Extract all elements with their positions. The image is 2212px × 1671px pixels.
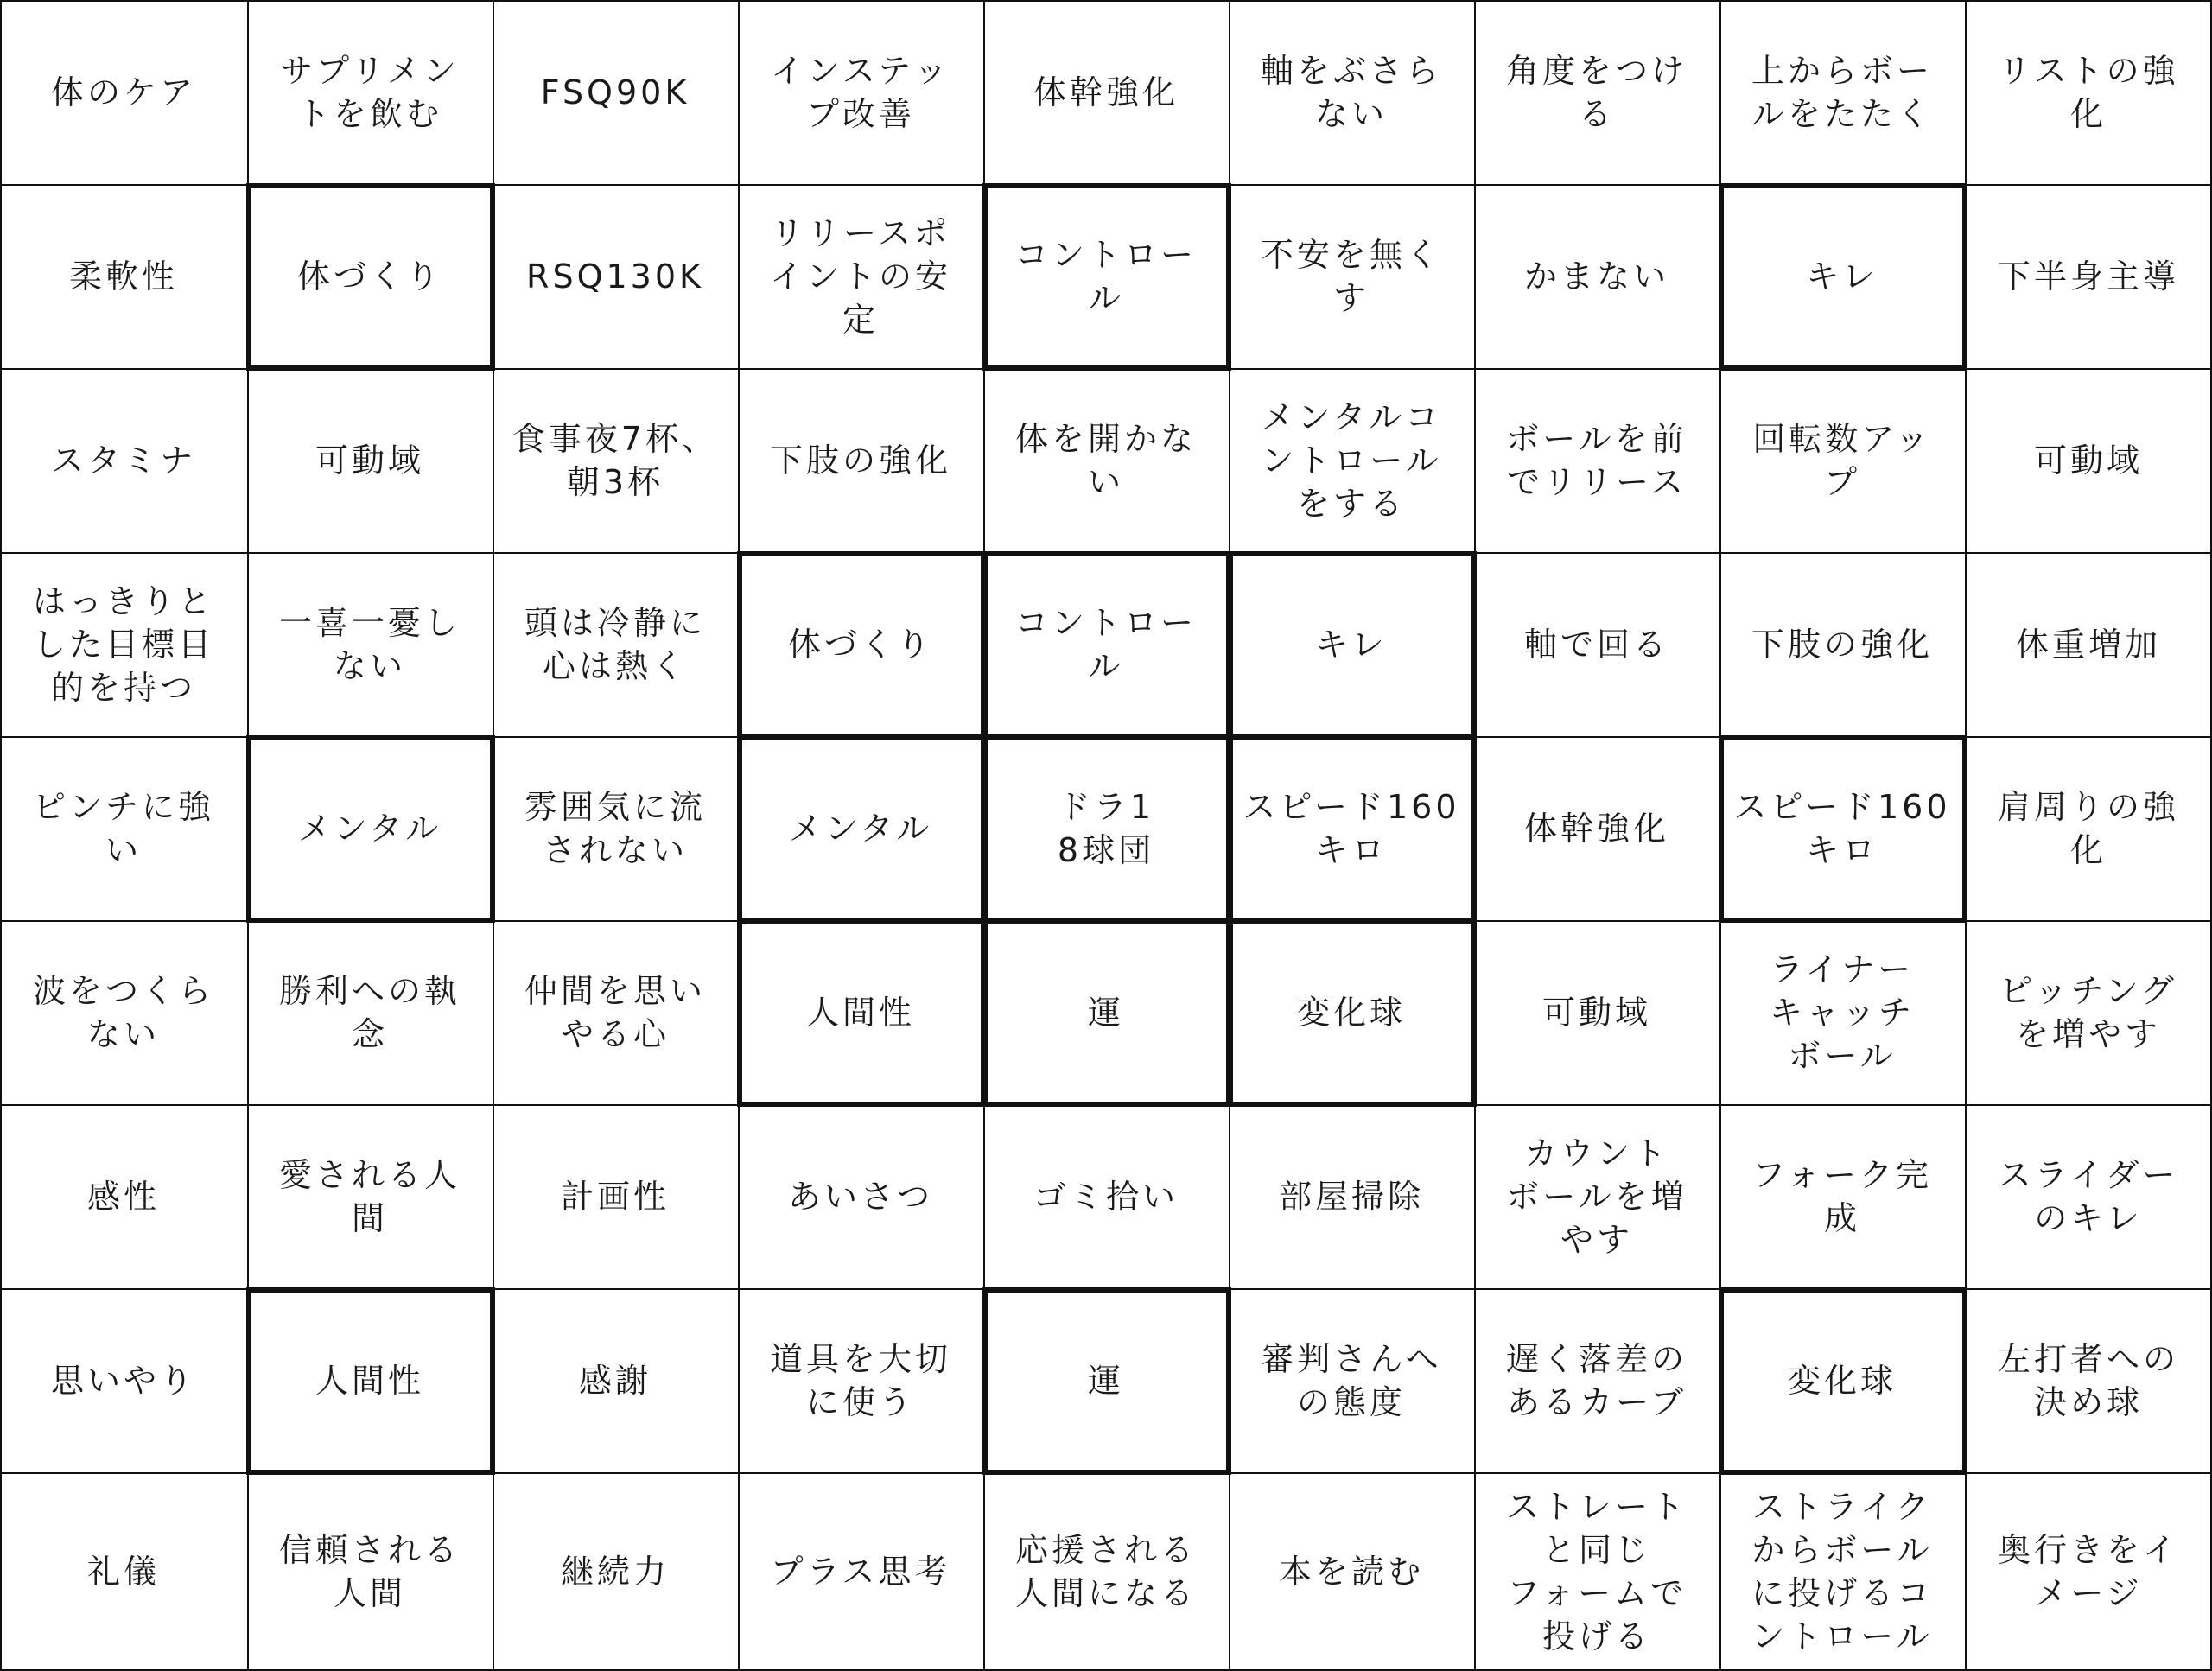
grid-cell-r9-c2: 信頼される 人間 (278, 1531, 461, 1612)
grid-cell-r3-c3: 食事夜7杯、 朝3杯 (512, 419, 719, 501)
grid-cell-r4-c6: キレ (1315, 625, 1388, 664)
grid-cell-r8-c3: 感謝 (578, 1361, 652, 1400)
grid-cell-r7-c8: フォーク完 成 (1751, 1155, 1933, 1237)
grid-cell-r6-c8: ライナー キャッチ ボール (1769, 950, 1915, 1075)
grid-cell-r3-c6: メンタルコ ントロール をする (1261, 397, 1442, 523)
grid-cell-r9-c5: 応援される 人間になる (1014, 1531, 1197, 1612)
grid-cell-r8-c4: 道具を大切 に使う (769, 1339, 951, 1421)
grid-cell-r9-c6: 本を読む (1278, 1553, 1424, 1591)
grid-cell-r9-c1: 礼儀 (86, 1553, 160, 1591)
grid-cell-r2-c5: コントロー ル (1014, 235, 1197, 317)
grid-cell-r9-c9: 奥行きをイ メージ (1997, 1531, 2179, 1612)
grid-cell-r6-c1: 波をつくら ない (32, 971, 214, 1053)
grid-cell-r7-c1: 感性 (86, 1177, 160, 1216)
grid-cell-r4-c1: はっきりと した目標目 的を持つ (32, 581, 214, 707)
grid-cell-r4-c2: 一喜一憂し ない (278, 603, 461, 685)
grid-cell-r2-c3: RSQ130K (526, 257, 704, 295)
grid-cell-r6-c9: ピッチング を増やす (1999, 971, 2177, 1053)
grid-cell-r5-c4: メンタル (788, 809, 933, 848)
grid-cell-r7-c5: ゴミ拾い (1033, 1177, 1179, 1216)
grid-cell-r9-c4: プラス思考 (770, 1553, 951, 1591)
grid-cell-r2-c1: 柔軟性 (68, 257, 178, 295)
grid-cell-r8-c1: 思いやり (50, 1361, 196, 1400)
grid-cell-r2-c2: 体づくり (296, 257, 442, 295)
grid-cell-r5-c7: 体幹強化 (1523, 809, 1669, 848)
grid-cell-r2-c6: 不安を無く す (1260, 235, 1442, 317)
grid-cell-r7-c4: あいさつ (787, 1177, 933, 1216)
grid-cell-r1-c9: リストの強 化 (1998, 51, 2179, 133)
grid-cell-r7-c6: 部屋掃除 (1278, 1177, 1424, 1216)
grid-cell-r5-c8: スピード160 キロ (1733, 787, 1951, 869)
grid-cell-r6-c4: 人間性 (805, 993, 915, 1032)
grid-cell-r4-c5: コントロー ル (1014, 603, 1197, 685)
grid-cell-r9-c8: ストライク からボール に投げるコ ントロール (1751, 1488, 1933, 1655)
grid-cell-r6-c7: 可動域 (1541, 993, 1651, 1032)
grid-cell-r1-c7: 角度をつけ る (1505, 51, 1688, 133)
grid-cell-r7-c3: 計画性 (560, 1177, 670, 1216)
grid-cell-r8-c2: 人間性 (315, 1361, 424, 1400)
grid-cell-r5-c3: 雰囲気に流 されない (524, 787, 706, 869)
grid-cell-r9-c3: 継続力 (560, 1553, 670, 1591)
grid-cell-r2-c9: 下半身主導 (1997, 257, 2179, 295)
grid-cell-r1-c8: 上からボー ルをたたく (1751, 51, 1933, 133)
grid-cell-r6-c5: 運 (1087, 993, 1124, 1032)
grid-cell-r3-c5: 体を開かな い (1014, 419, 1197, 501)
grid-cell-r4-c7: 軸で回る (1523, 625, 1669, 664)
grid-cell-r4-c3: 頭は冷静に 心は熱く (524, 603, 706, 685)
grid-cell-r1-c6: 軸をぶさら ない (1260, 51, 1442, 133)
grid-cell-r1-c5: 体幹強化 (1033, 73, 1179, 111)
grid-cell-r8-c6: 審判さんへ の態度 (1261, 1339, 1442, 1421)
grid-cell-r5-c6: スピード160 キロ (1243, 787, 1460, 869)
grid-cell-r4-c8: 下肢の強化 (1751, 625, 1933, 664)
grid-cell-r3-c9: 可動域 (2033, 441, 2143, 480)
grid-cell-r3-c4: 下肢の強化 (769, 441, 951, 480)
grid-cell-r6-c2: 勝利への執 念 (278, 971, 461, 1053)
grid-cell-r8-c5: 運 (1087, 1361, 1124, 1400)
grid-cell-r2-c4: リリースポ イントの安 定 (769, 213, 951, 339)
grid-cell-r4-c9: 体重増加 (2015, 625, 2161, 664)
grid-cell-r9-c7: ストレート と同じ フォームで 投げる (1505, 1488, 1688, 1655)
grid-cell-r7-c2: 愛される人 間 (278, 1155, 461, 1237)
grid-cell-r5-c2: メンタル (297, 809, 442, 848)
grid-cell-r2-c7: かまない (1523, 257, 1669, 295)
grid-cell-r5-c1: ピンチに強 い (32, 787, 214, 869)
grid-cell-r5-c9: 肩周りの強 化 (1997, 787, 2179, 869)
grid-cell-r8-c9: 左打者への 決め球 (1997, 1339, 2179, 1421)
grid-cell-r3-c7: ボールを前 でリリース (1506, 419, 1688, 501)
grid-cell-r8-c7: 遅く落差の あるカーブ (1505, 1339, 1688, 1421)
grid-cell-r3-c1: スタミナ (50, 441, 196, 480)
grid-cell-r6-c3: 仲間を思い やる心 (524, 971, 706, 1053)
grid-cell-r3-c8: 回転数アッ プ (1752, 419, 1932, 501)
grid-cell-r2-c8: キレ (1806, 257, 1878, 295)
grid-cell-r1-c1: 体のケア (50, 73, 196, 111)
grid-cell-r8-c8: 変化球 (1787, 1361, 1897, 1400)
grid-cell-r4-c4: 体づくり (787, 625, 933, 664)
grid-cell-r1-c4: インステッ プ改善 (770, 51, 951, 133)
grid-cell-r6-c6: 変化球 (1296, 993, 1406, 1032)
grid-cell-r5-c5: ドラ1 8球団 (1057, 787, 1155, 869)
grid-cell-r1-c3: FSQ90K (540, 73, 690, 111)
grid-cell-r7-c9: スライダー のキレ (1998, 1155, 2179, 1237)
grid-cell-r3-c2: 可動域 (315, 441, 424, 480)
grid-cell-r7-c7: カウント ボールを増 やす (1506, 1134, 1688, 1259)
grid-cell-r1-c2: サプリメン トを飲む (280, 51, 460, 133)
